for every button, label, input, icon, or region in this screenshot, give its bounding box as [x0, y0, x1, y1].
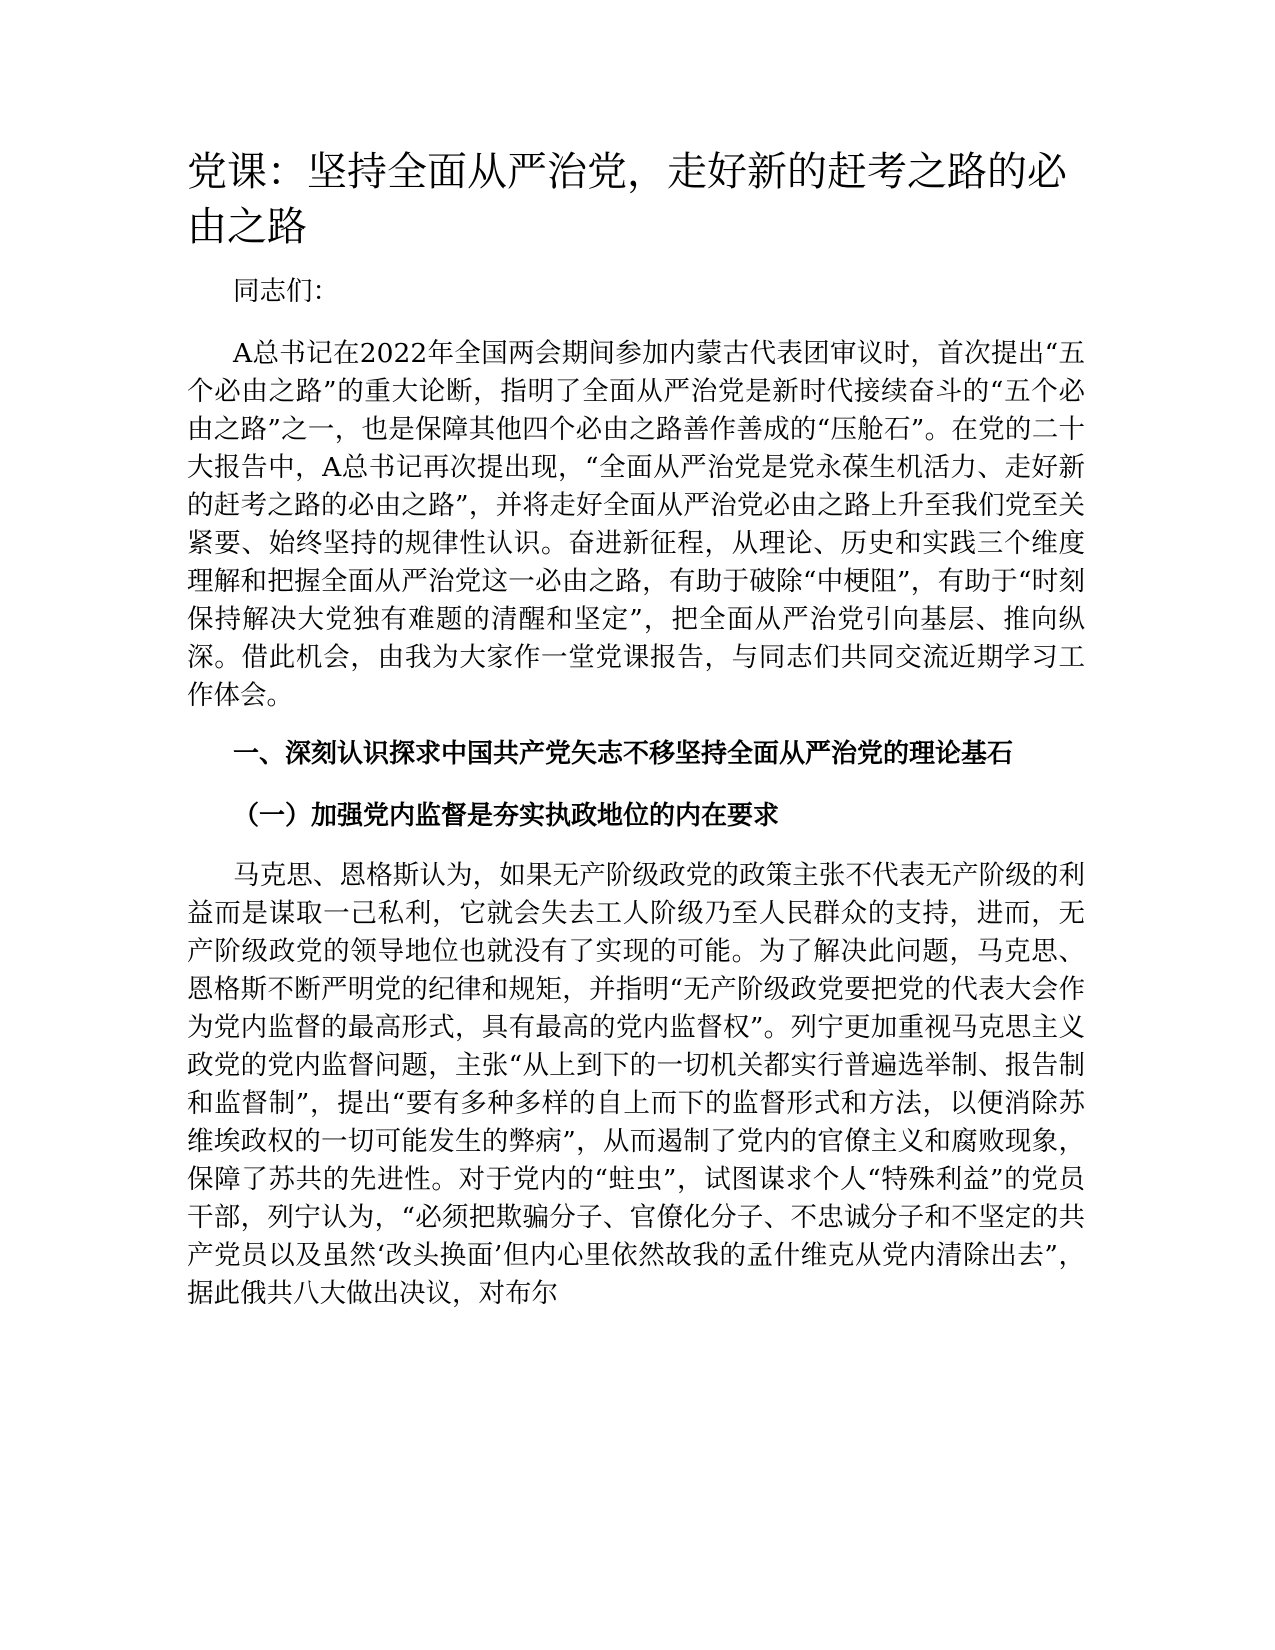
document-body — [187, 145, 1085, 1313]
document-title: 党课：坚持全面从严治党，走好新的赶考之路的必由之路 — [187, 149, 1067, 250]
greeting: 同志们： — [233, 276, 339, 307]
section-heading: 一、深刻认识探求中国共产党矢志不移坚持全面从严治党的理论基石 — [233, 739, 1014, 769]
subsection-heading: （一）加强党内监督是夯实执政地位的内在要求 — [233, 801, 780, 831]
body-paragraph: 马克思、恩格斯认为，如果无产阶级政党的政策主张不代表无产阶级的利益而是谋取一己私利，它就会失去工人阶级乃至人民群众的支持，进而，无产阶级政党的领导地位也就没有了实现的可能。为了解决此问题，马克思、恩格斯不断严明党的纪律和规矩，并指明“无产阶级政党要把党的代表大会作为党内监督的最高形式，具有最高的党内监督权”。列宁更加重视马克思主义政党的党内监督问题，主张“从上到下的一切机关都实行普遍选举制、报告制和监督制”，提出“要有多种多样的自上而下的监督形式和方法，以便消除苏维埃政权的一切可能发生的弊病”，从而遏制了党内的官僚主义和腐败现象，保障了苏共的先进性。对于党内的“蛀虫”，试图谋求个人“特殊利益”的党员干部，列宁认为，“必须把欺骗分子、官僚化分子、不忠诚分子和不坚定的共产党员以及虽然‘改头换面’但内心里依然故我的孟什维克从党内清除出去”，据此俄共八大做出决议，对布尔 — [187, 860, 1085, 1309]
intro-paragraph: A总书记在2022年全国两会期间参加内蒙古代表团审议时，首次提出“五个必由之路”的重大论断，指明了全面从严治党是新时代接续奋斗的“五个必由之路”之一，也是保障其他四个必由之路善作善成的“压舱石”。在党的二十大报告中，A总书记再次提出现，“全面从严治党是党永葆生机活力、走好新的赶考之路的必由之路”，并将走好全面从严治党必由之路上升至我们党至关紧要、始终坚持的规律性认识。奋进新征程，从理论、历史和实践三个维度理解和把握全面从严治党这一必由之路，有助于破除“中梗阻”，有助于“时刻保持解决大党独有难题的清醒和坚定”，把全面从严治党引向基层、推向纵深。借此机会，由我为大家作一堂党课报告，与同志们共同交流近期学习工作体会。 — [187, 338, 1085, 711]
